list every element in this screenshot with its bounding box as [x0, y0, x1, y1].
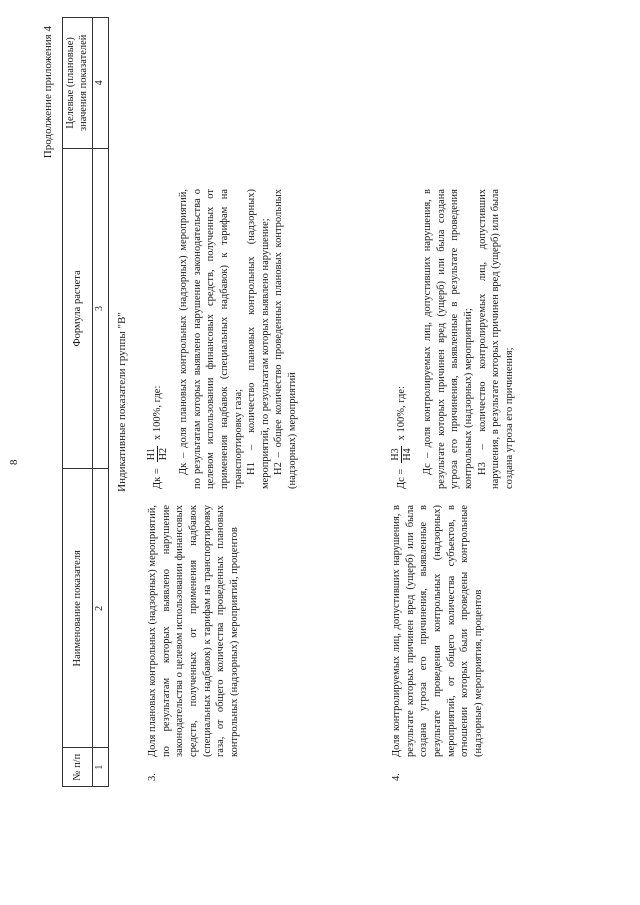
formula	[390, 189, 413, 489]
header-num: № п/п	[63, 748, 93, 787]
col-number: 3	[92, 148, 108, 469]
definition: Дс – доля контролируемых лиц, допустивших нарушения, в результате которых причинен вред (ущерб) или была создана угроза его причинения, выявленные в результате проведения контрольных (надзорных) мероприятий;	[422, 189, 474, 489]
definition: Н3 – количество контролируемых лиц, допустивших нарушения, в результате которых причинен вред (ущерб) или была создана угроза его причинения;	[476, 189, 515, 489]
header-formula: Формула расчета	[63, 148, 93, 469]
formula	[146, 189, 169, 489]
formula-rhs: х 100%, где:	[395, 386, 407, 441]
col-number: 1	[92, 748, 108, 787]
formula-lhs: Дк =	[151, 468, 163, 489]
page-number: 8	[8, 459, 20, 465]
fraction-denominator: Н2	[158, 447, 169, 461]
row-number: 3.	[147, 773, 158, 781]
header-target: Целевые (плановые) значения показателей	[63, 18, 93, 149]
indicator-name: Доля контролируемых лиц, допустивших нарушения, в результате которых причинен вред (ущерб) или была создана угроза его причинения, выявленные в результате проведения контрольных (надзорных) мероприятий, от общего количества субъектов, в отношении которых были проведены контрольные (надзорные) мероприятия, процентов	[391, 505, 484, 757]
fraction-numerator: Н3	[390, 448, 401, 461]
formula-rhs: х 100%, где:	[151, 385, 163, 440]
definition: Дк – доля плановых контрольных (надзорных) мероприятий, по результатам которых выявлено нарушение законодательства о целевом использовании финансовых средств, полученных от применения надбавок (специальных надбавок) к тарифам на транспортировку газа;	[178, 189, 244, 489]
header-row	[63, 18, 93, 787]
fraction	[146, 446, 169, 462]
indicator-name: Доля плановых контрольных (надзорных) мероприятий, по результатам которых выявлено нарушение законодательства о целевом использовании финансовых средств, полученных от применения надбавок (специальных надбавок) к тарифам на транспортировку газа, от общего количества проведенных плановых контрольных (надзорных) мероприятий, процентов	[147, 505, 240, 757]
row-number: 4.	[391, 773, 402, 781]
fraction	[390, 446, 413, 462]
header-name: Наименование показателя	[63, 469, 93, 748]
fraction-denominator: Н4	[402, 448, 413, 461]
continuation-label: Продолжение приложения 4	[42, 26, 54, 159]
column-number-row	[92, 18, 108, 787]
definition: Н2 – общее количество проведенных плановых контрольных (надзорных) мероприятий	[273, 189, 299, 489]
formula-lhs: Дс =	[395, 468, 407, 489]
formula-cell	[146, 189, 300, 489]
col-number: 2	[92, 469, 108, 748]
fraction-numerator: Н1	[146, 447, 157, 461]
indicator-table-header	[62, 17, 109, 787]
group-title: Индикативные показатели группы "В"	[116, 312, 128, 492]
col-number: 4	[92, 18, 108, 149]
formula-cell	[390, 189, 516, 489]
definition: Н1 – количество плановых контрольных (надзорных) мероприятий, по результатам которых выявлено нарушение;	[246, 189, 271, 489]
